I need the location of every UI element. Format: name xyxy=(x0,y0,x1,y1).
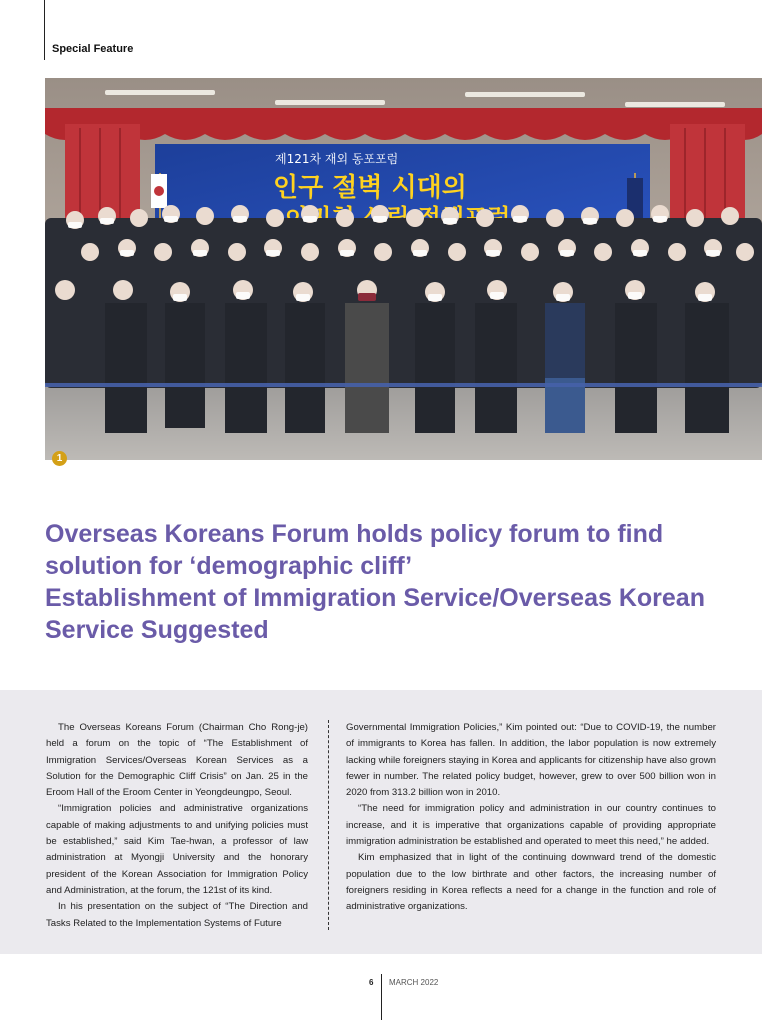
paragraph: In his presentation on the subject of “The Direction and Tasks Related to the Implementation Systems of Future xyxy=(46,901,308,929)
article-body xyxy=(0,690,762,954)
paragraph: “The need for immigration policy and administration in our country continues to increase, and it is imperative that organizations capable of providing appropriate immigration administration be established and operated to meet this need,” he added. xyxy=(346,803,716,848)
issue-date: MARCH 2022 xyxy=(389,978,439,987)
article-column-right xyxy=(346,720,716,916)
paragraph: Kim emphasized that in light of the continuing downward trend of the domestic population due to the low birthrate and other factors, the increasing number of foreigners residing in Korea reflects a need for a change in the function and role of administrative organizations. xyxy=(346,852,716,913)
article-headline xyxy=(45,518,735,646)
section-label: Special Feature xyxy=(52,43,134,55)
headline-line: solution for ‘demographic cliff’ xyxy=(45,552,413,580)
headline-line: Overseas Koreans Forum holds policy forum to find xyxy=(45,520,664,548)
column-divider xyxy=(328,720,329,930)
banner-line-2: 인구 절벽 시대의 xyxy=(273,173,467,203)
paragraph: The Overseas Koreans Forum (Chairman Cho Rong-je) held a forum on the topic of “The Establishment of Immigration Services/Overseas Korean Services as a Solution for the Demographic Cliff Crisis” on Jan. 25 in the Eroom Hall of the Eroom Center in Yeongdeungpo, Seoul. xyxy=(46,722,308,799)
top-divider-line xyxy=(44,0,45,60)
paragraph: “Immigration policies and administrative organizations capable of making adjustments to and unifying policies must be established,” said Kim Tae-hwan, a professor of law administration at Myongji University and the honorary president of the Korean Association for Immigration Policy and Administration, at the forum, the 121st of its kind. xyxy=(46,803,308,896)
footer-divider-line xyxy=(381,974,382,1020)
forum-group-photo xyxy=(45,78,762,460)
headline-line: Service Suggested xyxy=(45,616,269,644)
page-number: 6 xyxy=(369,978,374,987)
article-column-left xyxy=(46,720,308,932)
photo-number-badge: 1 xyxy=(52,451,67,466)
headline-line: Establishment of Immigration Service/Overseas Korean xyxy=(45,584,705,612)
banner-line-1: 제121차 재외 동포포럼 xyxy=(275,152,399,166)
paragraph: Governmental Immigration Policies,” Kim pointed out: “Due to COVID-19, the number of immigrants to Korea has fallen. In addition, the labor population is now extremely lacking while foreigners staying in Korea and applicants for citizenship have also grown fewer in number. The related policy budget, however, grew to over 500 billion won in 2020 from 313.2 billion won in 2010. xyxy=(346,722,716,799)
